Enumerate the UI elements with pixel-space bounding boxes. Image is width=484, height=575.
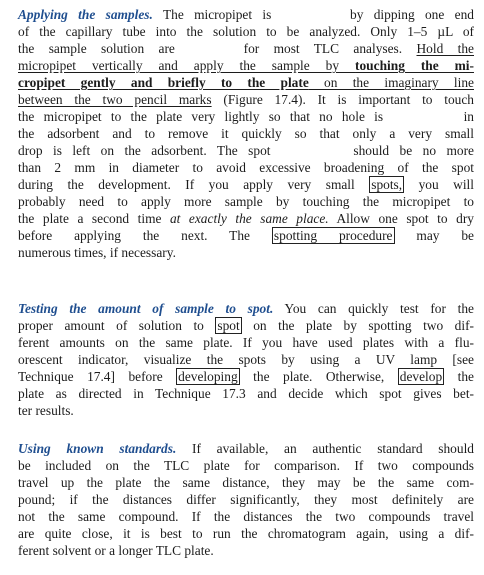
text-line: than 2 mm in diameter to avoid excessive broadening of the spot (18, 160, 474, 175)
text-line: proper amount of solution to spot on the plate by spotting two dif- (18, 318, 475, 333)
text-line: the adsorbent and to remove it quickly so that only a very small (18, 126, 474, 141)
boxed-word: developing (178, 369, 238, 384)
text-line: ferent solvent or a longer TLC plate. (18, 543, 214, 558)
text-line: plate as directed in Technique 17.3 and decide which spot gives bet- (18, 386, 474, 401)
text-line: the micropipet to the plate very lightly so that no hole is in (18, 109, 474, 124)
text-line: drop is left on the adsorbent. The spot should be no more (18, 143, 474, 158)
text-line: Technique 17.4] before developing the plate. Otherwise, develop the (18, 369, 474, 384)
text-line: Testing the amount of sample to spot. You can quickly test for the (18, 301, 474, 316)
text-line: micropipet vertically and apply the sample by touching the mi- (18, 58, 474, 73)
text-line: not the same compound. If the distances the two compounds travel (18, 509, 474, 524)
italic-text: at exactly the same place. (169, 211, 329, 226)
text-line: between the two pencil marks (Figure 17.4). It is important to touch (18, 92, 475, 107)
boxed-word: spots, (371, 177, 403, 192)
text-line: of the capillary tube into the solution to be analyzed. Only 1–5 µL of (18, 24, 474, 39)
text-line: Using known standards. If available, an authentic standard should (18, 441, 474, 456)
section-heading: Testing the amount of sample to spot. (18, 301, 274, 316)
text-line: Applying the samples. The micropipet is by dipping one end (18, 7, 474, 22)
text-line: ter results. (18, 403, 74, 418)
text-line: are quite close, it is best to run the chromatogram again, using a dif- (18, 526, 474, 541)
text-line: before applying the next. The spotting procedure may be (18, 228, 474, 243)
text-line: during the development. If you apply very small spots, you will (18, 177, 475, 192)
text-line: cropipet gently and briefly to the plate on the imaginary line (18, 75, 474, 90)
bold-text: touching the mi- (355, 58, 474, 73)
boxed-word: spotting procedure (273, 228, 393, 243)
boxed-word: develop (399, 369, 443, 384)
underlined-text: Hold the (416, 41, 474, 56)
section-heading: Using known standards. (18, 441, 177, 456)
text-line: probably need to apply more sample by touching the micropipet to (18, 194, 474, 209)
text-line: be included on the TLC plate for comparison. If two compounds (18, 458, 474, 473)
text-line: travel up the plate the same distance, they may be the same com- (18, 475, 474, 490)
boxed-word: spot (217, 318, 240, 333)
text-line: orescent indicator, visualize the spots by using a UV lamp [see (18, 352, 474, 367)
text-line: ferent amounts on the same plate. If you have used plates with a flu- (18, 335, 474, 350)
text-line: pound; if the distances differ significantly, they most definitely are (18, 492, 474, 507)
text-line: the sample solution are for most TLC analyses. Hold the (18, 41, 474, 56)
text-line: numerous times, if necessary. (18, 245, 176, 260)
bold-text: cropipet gently and briefly to the plate (18, 75, 309, 90)
section-heading: Applying the samples. (18, 7, 153, 22)
text-line: the plate a second time at exactly the same place. Allow one spot to dry (18, 211, 474, 226)
